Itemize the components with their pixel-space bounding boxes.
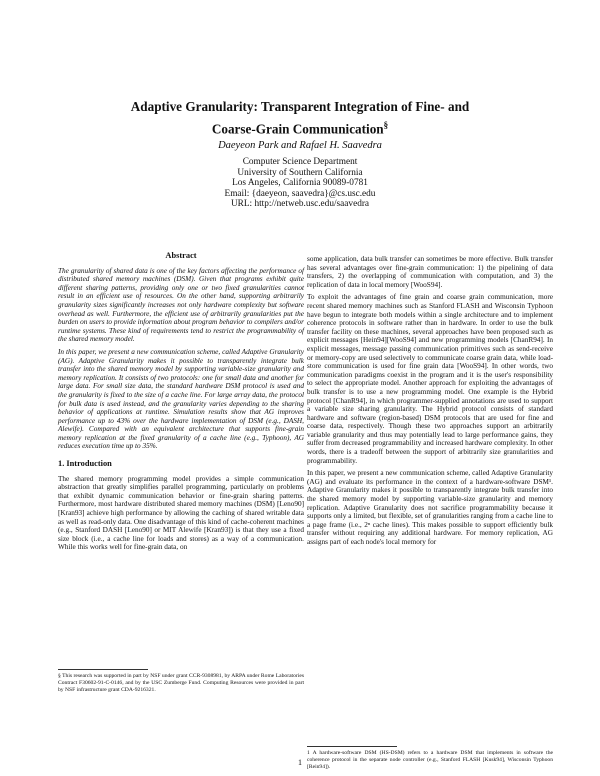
affiliation <box>60 157 540 210</box>
affiliation-url: URL: http://netweb.usc.edu/saavedra <box>230 199 370 210</box>
right-paragraph-2: To exploit the advantages of fine grain and coarse grain communication, more recent shared memory machines such as Stanford FLASH and Wisconsin Typhoon have begun to integrate both models within a single architecture and to implement coherence protocols in software rather than in hardware. In order to use the bulk transfer facility on these machines, several approaches have been proposed such as explicit messages [Hein94][WooS94] and new programming models [ChanR94]. In explicit messages, message passing communication primitives such as send-receive or memory-copy are used selectively to communicate coarse grain data, while load-store communication is used for fine grain data [WooS94]. In other words, two communication paradigms coexist in the program and it is the user's responsibility to select the appropriate model. Another approach for exploiting the advantages of bulk transfer is to use a new programming model. One example is the Hybrid protocol [ChanR94], in which programmer-supplied annotations are used to support a variable size sharing granularity. The Hybrid protocol consists of standard hardware and software (region-based) DSM protocols that are used for fine and coarse data, respectively. Though these two approaches support an arbitrarily variable granularity and thus may potentially lead to large performance gains, they suffer from decreased programmability and increased hardware complexity. In other words, there is a tradeoff between the support of arbitrarily size granularities and programmability. <box>307 293 553 465</box>
right-column <box>307 255 553 770</box>
right-paragraph-3: In this paper, we present a new communication scheme, called Adaptive Granularity (AG) and evaluate its performance in the context of a hardware-software DSM¹. Adaptive Granularity makes it possible to transparently integrate bulk transfer into the shared memory model by supporting variable-size granularity and memory replication. Adaptive Granularity does not sacrifice programmability because it supports only a limited, but flexible, set of granularities ranging from a cache line to a page frame (i.e., 2ⁿ cache lines). This makes possible to support efficiently bulk transfer without requiring any additional hardware. For memory replication, AG assigns part of each node's local memory for <box>307 469 553 546</box>
affiliation-univ: University of Southern California <box>237 167 363 178</box>
affiliation-email: Email: {daeyeon, saavedra}@cs.usc.edu <box>224 188 376 199</box>
abstract-paragraph-1: The granularity of shared data is one of the key factors affecting the performance of distributed shared memory machines (DSM). Given that programs exhibit quite different sharing patterns, providing only one or two fixed granularities cannot result in an efficient use of resources. On the other hand, supporting arbitrarily granularity sizes significantly increases not only hardware complexity but software overhead as well. Furthermore, the efficient use of arbitrarily granularities put the burden on users to provide information about program behavior to compilers and/or runtime systems. These kind of requirements tend to restrict the programmability of the shared memory model. <box>58 266 304 344</box>
funding-footnote: § This research was supported in part by NSF under grant CCR-9308981, by ARPA under Rome Laboratories Contract F30602-91-C-0146, and by the USC Zumberge Fund. Computing Resources were provided in part by NSF infrastructure grant CDA-9216321. <box>58 673 304 693</box>
footnote-divider <box>58 669 148 670</box>
abstract-heading: Abstract <box>165 251 197 260</box>
right-paragraph-1: some application, data bulk transfer can sometimes be more effective. Bulk transfer has several advantages over fine-grain communication: 1) the pipelining of data transfers, 2) the overlapping of communication with computation, and 3) the replication of data in local memory [WooS94]. <box>307 255 553 289</box>
paper-title <box>60 98 540 138</box>
left-column <box>58 251 304 693</box>
affiliation-dept: Computer Science Department <box>242 157 358 167</box>
left-footnote-block <box>58 660 304 694</box>
abstract-paragraph-2: In this paper, we present a new communication scheme, called Adaptive Granularity (AG). Adaptive Granularity makes it possible to transparently integrate bulk transfer into the shared memory model by supporting variable-size granularity and memory replication. It consists of two protocols: one for small data and another for large data. For small size data, the standard hardware DSM protocol is used and the granularity is fixed to the size of a cache line. For large array data, the protocol for bulk data is used instead, and the granularity varies depending to the sharing behavior of applications at runtime. Simulation results show that AG improves performance up to 43% over the hardware implementation of DSM (e.g., DASH, Alewife). Compared with an equivalent architecture that supports fine-grain memory replication at the fixed granularity of a cache line (e.g., Typhoon), AG reduces execution time up to 35%. <box>58 347 304 451</box>
title-line-1: Adaptive Granularity: Transparent Integration of Fine- and <box>130 99 470 114</box>
footnote-divider <box>307 746 397 747</box>
title-line-2: Coarse-Grain Communication§ <box>211 120 389 137</box>
page-number: 1 <box>298 758 302 767</box>
affiliation-city: Los Angeles, California 90089-0781 <box>232 178 368 189</box>
authors: Daeyeon Park and Rafael H. Saavedra <box>218 140 382 151</box>
intro-heading: 1. Introduction <box>58 459 112 469</box>
title-footnote-mark: § <box>383 120 389 130</box>
intro-paragraph-1: The shared memory programming model provides a simple communication abstraction that greatly simplifies parallel programming, particularly on problems that exhibit dynamic communication behavior or fine-grain sharing patterns. Furthermore, most hardware distributed shared memory machines (DSM) [Leno90][Kran93] achieve high performance by allowing the caching of shared writable data as well as read-only data. One disadvantage of this kind of cache-coherent machines (e.g., Stanford DASH [Leno90] or MIT Alewife [Kran93]) is that they use a fixed size block (i.e., a cache line for loads and stores) as a way of a communication. While this works well for fine-grain data, on <box>58 474 304 552</box>
hs-dsm-footnote: 1 A hardware-software DSM (HS-DSM) refers to a hardware DSM that implements in software the coherence protocol in the separate node controller (e.g., Stanford FLASH [Kusk94], Wisconsin Typhoon [Rein94]). <box>307 750 553 770</box>
